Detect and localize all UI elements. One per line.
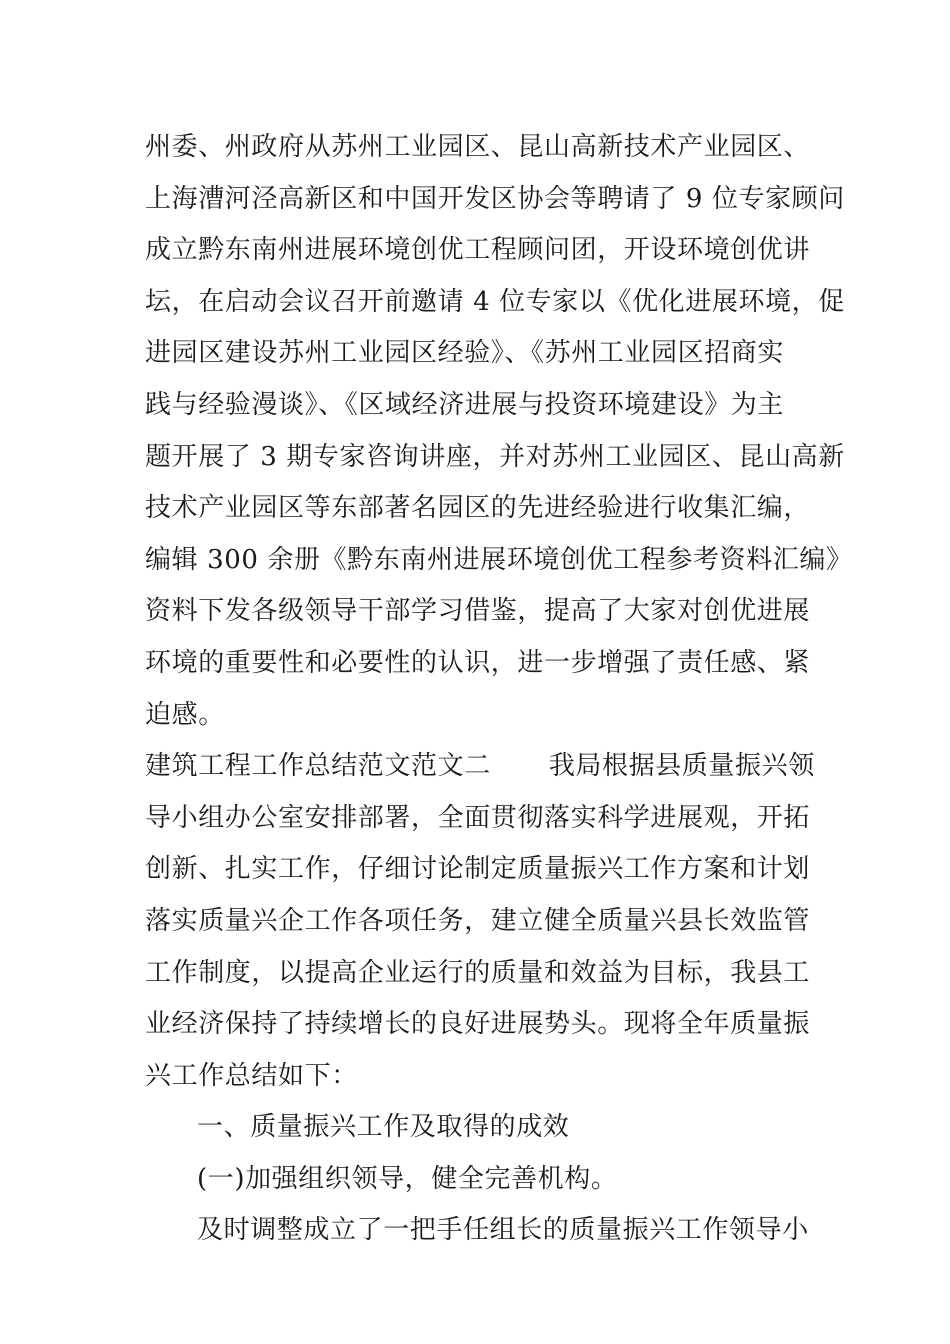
text-line: 技术产业园区等东部著名园区的先进经验进行收集汇编，	[145, 493, 811, 524]
text-line: 编辑 300 余册《黔东南州进展环境创优工程参考资料汇编》	[145, 544, 853, 575]
text-line: 上海漕河泾高新区和中国开发区协会等聘请了 9 位专家顾问	[145, 183, 845, 214]
heading-line	[145, 741, 815, 793]
text-line: 进园区建设苏州工业园区经验》、《苏州工业园区招商实	[145, 338, 785, 369]
text-line: 资料下发各级领导干部学习借鉴，提高了大家对创优进展	[145, 596, 811, 627]
section-heading: 一、质量振兴工作及取得的成效	[197, 1112, 570, 1143]
text-line: 创新、扎实工作，仔细讨论制定质量振兴工作方案和计划	[145, 854, 811, 885]
text-line: 坛，在启动会议召开前邀请 4 位专家以《优化进展环境，促	[145, 286, 845, 317]
text-line: 兴工作总结如下：	[145, 1060, 358, 1091]
subsection-heading: (一)加强组织领导，健全完善机构。	[197, 1163, 618, 1194]
text-line: 环境的重要性和必要性的认识，进一步增强了责任感、紧	[145, 647, 811, 678]
text-line: 落实质量兴企工作各项任务，建立健全质量兴县长效监管	[145, 905, 811, 936]
text-line: 导小组办公室安排部署，全面贯彻落实科学进展观，开拓	[145, 802, 811, 833]
text-line: 工作制度，以提高企业运行的质量和效益为目标，我县工	[145, 957, 811, 988]
paragraph-leadership-group	[145, 1205, 815, 1257]
paragraph-quality-summary	[145, 741, 815, 1102]
text-line: 州委、州政府从苏州工业园区、昆山高新技术产业园区、	[145, 132, 811, 162]
heading-lead-text: 我局根据县质量振兴领	[548, 751, 815, 782]
text-line: 题开展了 3 期专家咨询讲座，并对苏州工业园区、昆山高新	[145, 441, 845, 472]
text-line: 业经济保持了持续增长的良好进展势头。现将全年质量振	[145, 1009, 811, 1040]
text-line: 及时调整成立了一把手任组长的质量振兴工作领导小	[197, 1215, 809, 1246]
text-line: 迫感。	[145, 699, 225, 730]
text-line: 践与经验漫谈》、《区域经济进展与投资环境建设》为主	[145, 389, 785, 420]
document-body	[145, 122, 853, 1257]
document-title: 建筑工程工作总结范文范文二	[145, 751, 491, 782]
paragraph-expert-consulting	[145, 122, 853, 741]
text-line: 成立黔东南州进展环境创优工程顾问团，开设环境创优讲	[145, 235, 811, 266]
